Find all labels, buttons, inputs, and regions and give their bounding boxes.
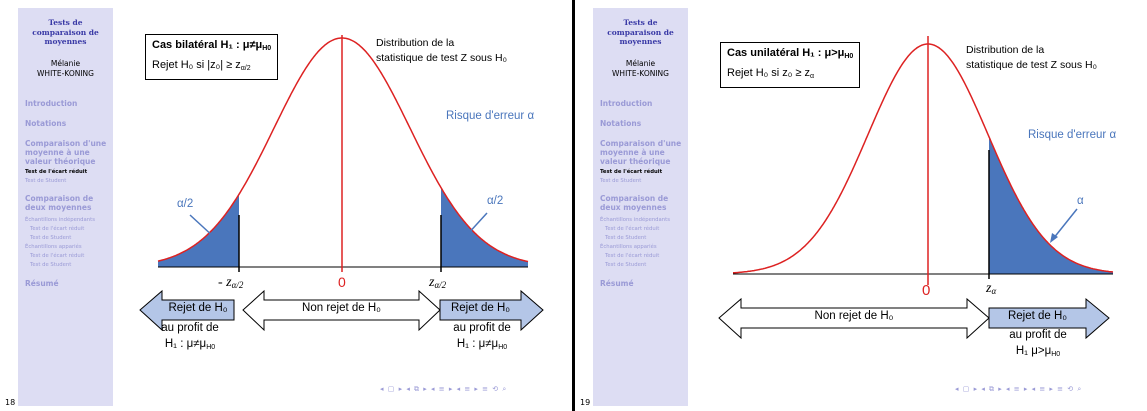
sidebar-item-deux-moyennes[interactable]: deux moyennes — [25, 203, 92, 212]
tail-right — [441, 188, 528, 267]
sidebar-item-introduction[interactable]: Introduction — [600, 99, 653, 108]
profit-left-h1 — [148, 338, 232, 351]
box-title-sub: H0 — [844, 53, 854, 60]
sidebar-item-notations[interactable]: Notations — [25, 119, 67, 128]
profit-right-sub: H0 — [498, 344, 508, 351]
reject-right-label: Rejet de H₀ — [450, 302, 511, 314]
sidebar-item-comparaison-une[interactable]: moyenne à une — [600, 148, 665, 157]
box-rule: Rejet H₀ si z₀ ≥ z — [727, 67, 811, 79]
profit-h1 — [993, 345, 1083, 358]
alpha-half-right: α/2 — [487, 195, 504, 207]
sidebar-item-comparaison-une[interactable]: valeur théorique — [600, 157, 671, 166]
sidebar-item-introduction[interactable]: Introduction — [25, 99, 78, 108]
reject-label: Rejet de H₀ — [1007, 310, 1068, 322]
sidebar-item-notations[interactable]: Notations — [600, 119, 642, 128]
sidebar-item-ecart-reduit-current[interactable]: Test de l'écart réduit — [600, 169, 663, 175]
sidebar-author: Mélanie — [50, 59, 81, 68]
profit-left-text: H₁ : μ≠μ — [164, 338, 207, 350]
sidebar-item-deux-moyennes[interactable]: deux moyennes — [600, 203, 667, 212]
sidebar-author: WHITE-KONING — [37, 69, 94, 78]
sidebar-item-comparaison-une[interactable]: Comparaison d'une — [600, 139, 682, 148]
profit-left-sub: H0 — [206, 344, 216, 351]
sidebar-item-ecart-reduit[interactable]: Test de l'écart réduit — [30, 226, 85, 232]
sidebar-title-line[interactable]: comparaison de — [607, 27, 674, 37]
distribution-label: Distribution de la — [376, 37, 455, 49]
sidebar-title-line[interactable]: Tests de — [623, 18, 658, 27]
z-sub: α — [991, 286, 997, 296]
page-number: 19 — [580, 398, 591, 407]
sidebar-item-student[interactable]: Test de Student — [30, 235, 72, 241]
sidebar-item-ecart-reduit[interactable]: Test de l'écart réduit — [605, 226, 660, 232]
risk-label: Risque d'erreur α — [446, 110, 535, 122]
alpha-label: α — [1077, 195, 1084, 207]
box-rule: Rejet H₀ si |z₀| ≥ z — [152, 59, 241, 71]
sidebar-item-student[interactable]: Test de Student — [30, 262, 72, 268]
sidebar-item-comparaison-une[interactable]: moyenne à une — [25, 148, 90, 157]
page-number: 18 — [5, 398, 16, 407]
beamer-nav-icons[interactable]: ◂ ▢ ▸ ◂ ⧉ ▸ ◂ ≡ ▸ ◂ ≡ ▸ ≡ ⟲ ⌕ — [380, 385, 508, 393]
box-rule-sub: α — [810, 73, 815, 80]
profit-right: au profit de — [453, 322, 511, 334]
sidebar-item-student[interactable]: Test de Student — [605, 235, 647, 241]
distribution-label: statistique de test Z sous H₀ — [376, 52, 507, 64]
sidebar-item-resume[interactable]: Résumé — [25, 279, 59, 288]
profit-right-text: H₁ : μ≠μ — [456, 338, 499, 350]
non-reject-label: Non rejet de H₀ — [302, 302, 381, 314]
slide-18 — [0, 0, 572, 411]
beamer-nav-icons[interactable]: ◂ ▢ ▸ ◂ ⧉ ▸ ◂ ≡ ▸ ◂ ≡ ▸ ≡ ⟲ ⌕ — [955, 385, 1083, 393]
slide-19 — [575, 0, 1147, 411]
non-reject-label: Non rejet de H₀ — [814, 310, 894, 322]
sidebar-item-apparies[interactable]: Échantillons appariés — [25, 244, 82, 250]
sidebar-item-ecart-reduit[interactable]: Test de l'écart réduit — [30, 253, 85, 259]
sidebar-item-ecart-reduit-current[interactable]: Test de l'écart réduit — [25, 169, 88, 175]
z-right-sub: α/2 — [434, 280, 447, 290]
profit-left: au profit de — [161, 322, 219, 334]
z-right-label — [429, 275, 446, 291]
distribution-label: statistique de test Z sous H₀ — [966, 59, 1097, 71]
pointer-arrow-right — [466, 213, 487, 236]
z-text: z — [986, 281, 992, 296]
sidebar-title-line[interactable]: moyennes — [44, 37, 87, 46]
zero-label: 0 — [338, 274, 346, 290]
tail-right — [989, 137, 1113, 274]
sidebar-title-line[interactable]: Tests de — [48, 18, 83, 27]
profit-sub: H0 — [1051, 351, 1061, 358]
tail-left — [158, 194, 239, 267]
sidebar-item-independants[interactable]: Échantillons indépendants — [600, 217, 670, 223]
z-right-text: z — [429, 275, 435, 290]
box-rule-sub: α/2 — [240, 65, 251, 72]
profit-text: H₁ μ>μ — [1015, 345, 1052, 357]
z-left-sub: α/2 — [231, 280, 244, 290]
sidebar-item-student[interactable]: Test de Student — [600, 178, 642, 184]
distribution-label: Distribution de la — [966, 44, 1045, 56]
alpha-half-left: α/2 — [177, 198, 194, 210]
z-left-text: - z — [218, 275, 232, 290]
sidebar-item-resume[interactable]: Résumé — [600, 279, 634, 288]
box-title-sub: H0 — [262, 45, 272, 52]
sidebar-item-deux-moyennes[interactable]: Comparaison de — [25, 194, 94, 203]
sidebar-item-independants[interactable]: Échantillons indépendants — [25, 217, 95, 223]
sidebar-author: Mélanie — [625, 59, 656, 68]
sidebar-item-ecart-reduit[interactable]: Test de l'écart réduit — [605, 253, 660, 259]
risk-label: Risque d'erreur α — [1028, 129, 1117, 141]
reject-left-label: Rejet de H₀ — [168, 302, 228, 314]
sidebar-title-line[interactable]: comparaison de — [32, 27, 99, 37]
sidebar-author: WHITE-KONING — [612, 69, 669, 78]
zero-label: 0 — [922, 282, 931, 299]
sidebar-item-student[interactable]: Test de Student — [605, 262, 647, 268]
profit-label: au profit de — [1009, 329, 1067, 341]
sidebar-item-comparaison-une[interactable]: Comparaison d'une — [25, 139, 107, 148]
hypothesis-box — [720, 42, 860, 88]
box-title: Cas unilatéral H₁ : μ>μ — [727, 47, 845, 59]
sidebar-item-comparaison-une[interactable]: valeur théorique — [25, 157, 96, 166]
sidebar-title-line[interactable]: moyennes — [619, 37, 662, 46]
pointer-arrow-left — [190, 215, 215, 238]
pointer-arrow — [1053, 209, 1077, 239]
box-title: Cas bilatéral H₁ : μ≠μ — [152, 39, 263, 51]
sidebar-item-deux-moyennes[interactable]: Comparaison de — [600, 194, 669, 203]
sidebar-item-student[interactable]: Test de Student — [25, 178, 67, 184]
sidebar-item-apparies[interactable]: Échantillons appariés — [600, 244, 657, 250]
z-label — [986, 281, 996, 297]
profit-right-h1 — [440, 338, 524, 351]
z-left-label — [218, 275, 243, 291]
hypothesis-box — [145, 34, 278, 80]
